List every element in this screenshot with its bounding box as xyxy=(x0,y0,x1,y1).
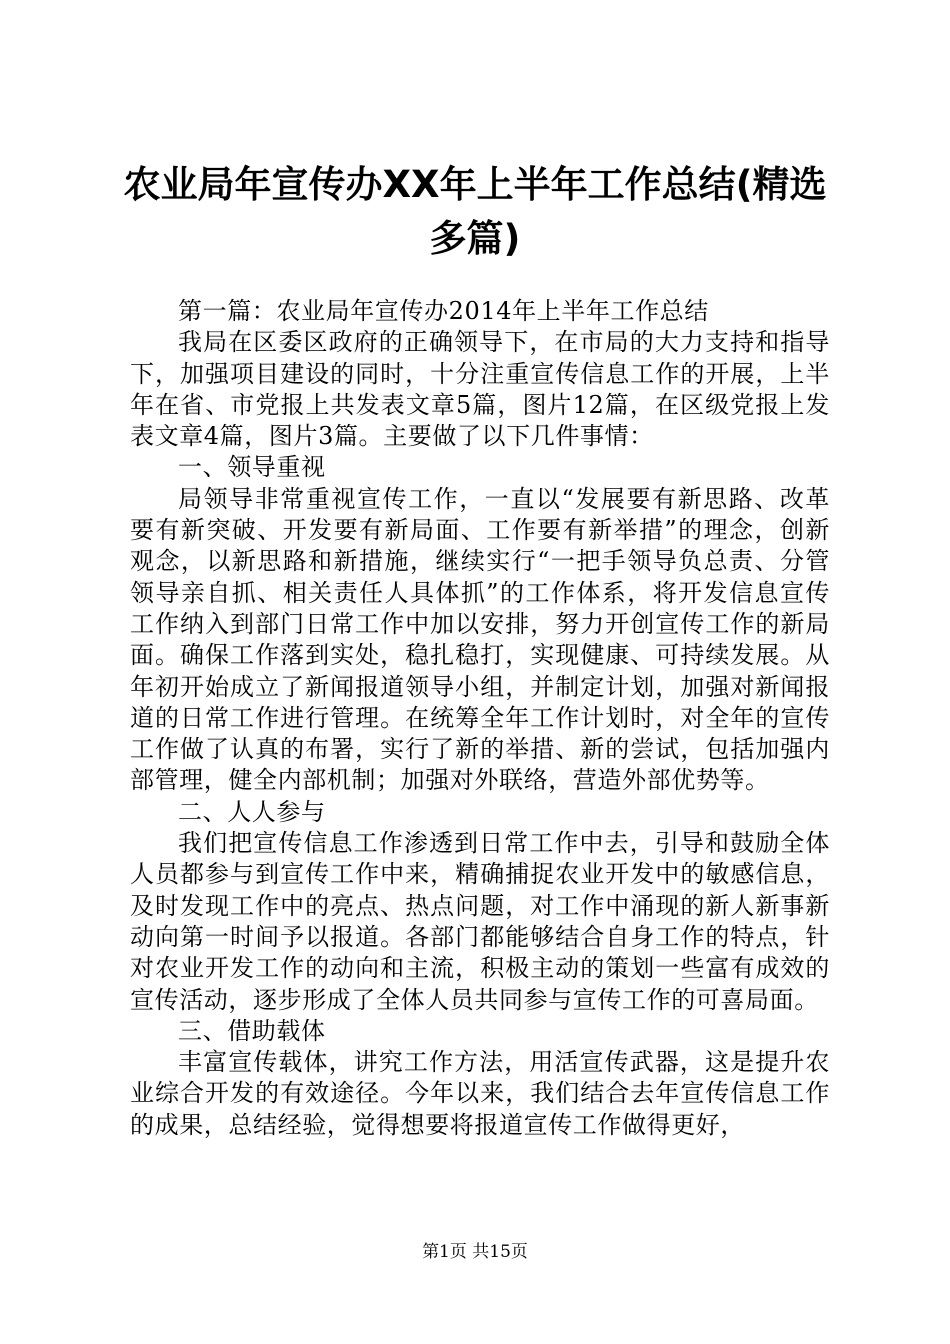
paragraph-intro: 我局在区委区政府的正确领导下，在市局的大力支持和指导下，加强项目建设的同时，十分注重宣传信息工作的开展，上半年在省、市党报上共发表文章5篇，图片12篇，在区级党报上发表文章4篇，图片3篇。主要做了以下几件事情： xyxy=(130,328,830,451)
paragraph-leadership: 局领导非常重视宣传工作，一直以“发展要有新思路、改革要有新突破、开发要有新局面、工作要有新举措”的理念，创新观念，以新思路和新措施，继续实行“一把手领导负总责、分管领导亲自抓、相关责任人具体抓”的工作体系，将开发信息宣传工作纳入到部门日常工作中加以安排，努力开创宣传工作的新局面。确保工作落到实处，稳扎稳打，实现健康、可持续发展。从年初开始成立了新闻报道领导小组，并制定计划，加强对新闻报道的日常工作进行管理。在统筹全年工作计划时，对全年的宣传工作做了认真的布署，实行了新的举措、新的尝试，包括加强内部管理，健全内部机制；加强对外联络，营造外部优势等。 xyxy=(130,484,830,795)
page-number-footer: 第1页 共15页 xyxy=(422,1242,528,1262)
heading-leadership: 一、领导重视 xyxy=(178,453,326,482)
section-title: 第一篇：农业局年宣传办2014年上半年工作总结 xyxy=(178,297,709,325)
heading-participation: 二、人人参与 xyxy=(178,797,326,826)
paragraph-carriers: 丰富宣传载体，讲究工作方法，用活宣传武器，这是提升农业综合开发的有效途径。今年以来，我们结合去年宣传信息工作的成果，总结经验，觉得想要将报道宣传工作做得更好， xyxy=(130,1048,830,1139)
document-body xyxy=(130,296,830,1141)
heading-carriers: 三、借助载体 xyxy=(178,1016,326,1045)
paragraph-participation: 我们把宣传信息工作渗透到日常工作中去，引导和鼓励全体人员都参与到宣传工作中来，精确捕捉农业开发中的敏感信息，及时发现工作中的亮点、热点问题，对工作中涌现的新人新事新动向第一时间予以报道。各部门都能够结合自身工作的特点，针对农业开发工作的动向和主流，积极主动的策划一些富有成效的宣传活动，逐步形成了全体人员共同参与宣传工作的可喜局面。 xyxy=(130,829,830,1014)
document-title: 农业局年宣传办XX年上半年工作总结(精选多篇) xyxy=(123,163,827,260)
